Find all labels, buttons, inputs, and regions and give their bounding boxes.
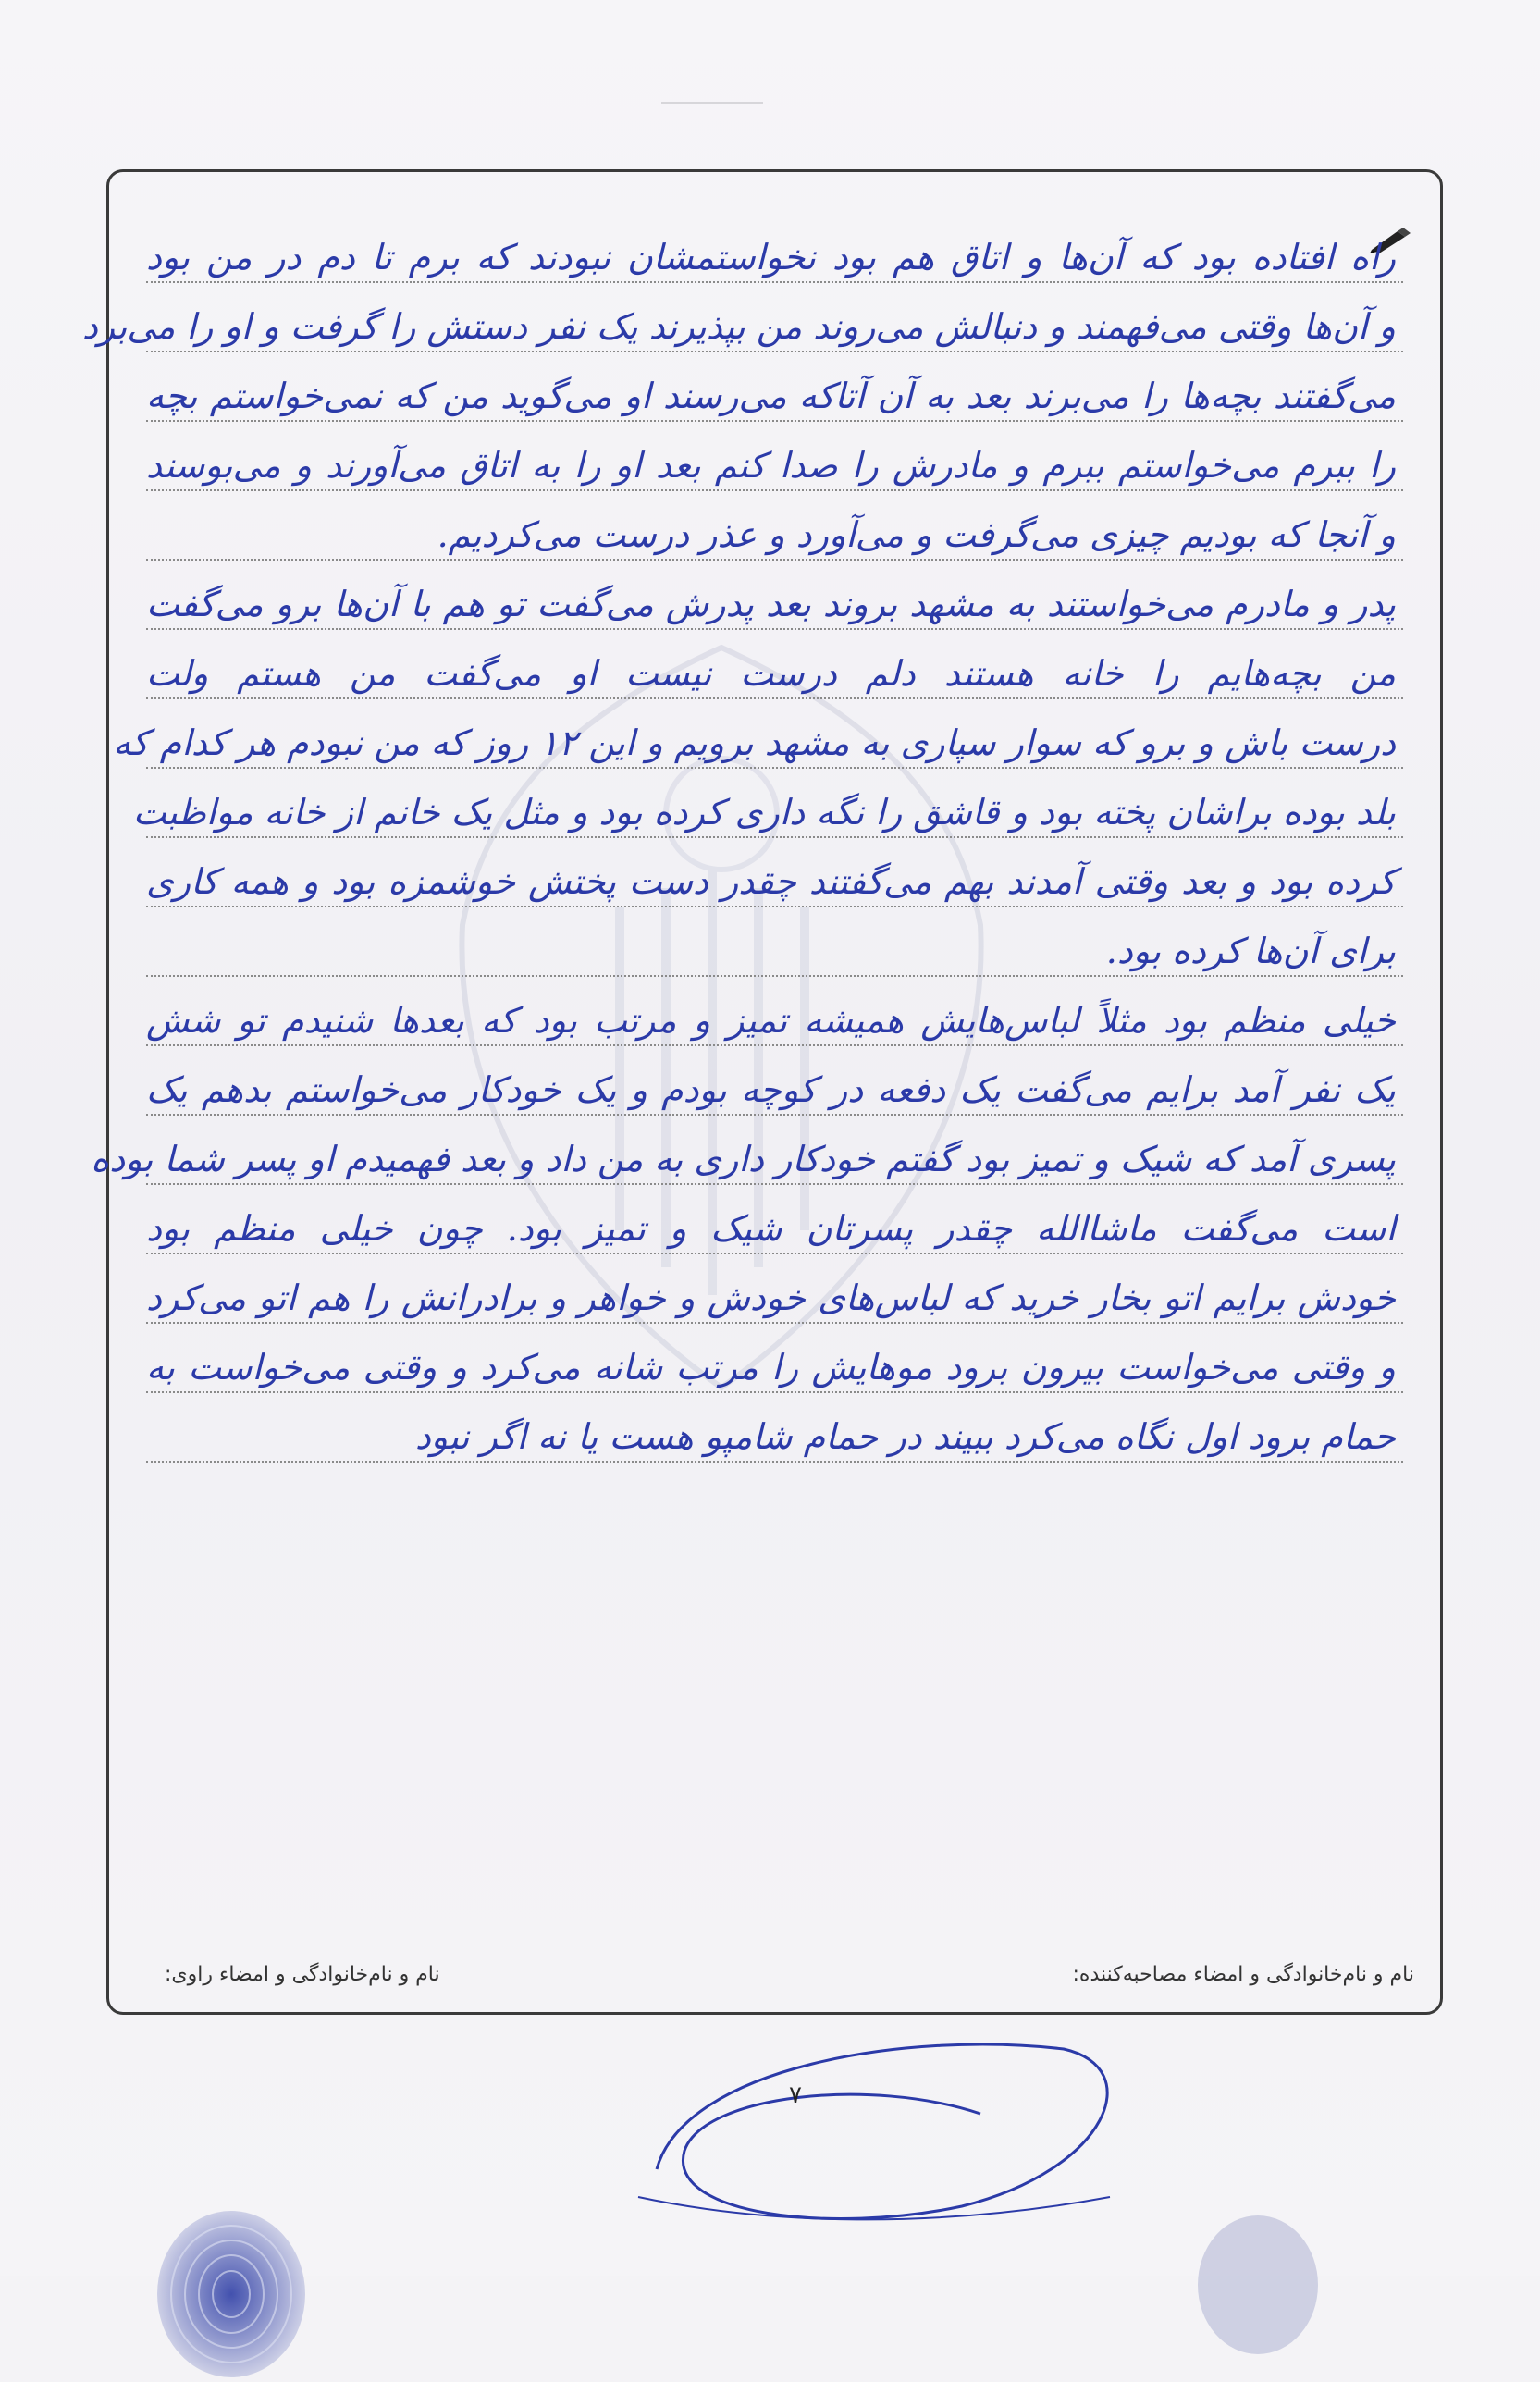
text-line (132, 769, 1403, 838)
text-line (146, 352, 1403, 422)
text-line (146, 214, 1403, 283)
text-line (146, 422, 1403, 491)
fingerprint-icon (153, 2206, 310, 2382)
text-line (146, 1185, 1403, 1254)
signature-labels (109, 1947, 1440, 1993)
handwritten-text: خودش برایم اتو بخار خرید که لباس‌های خودش و خواهر و برادرانش را هم اتو می‌کرد (146, 1277, 1396, 1318)
text-line (113, 699, 1403, 769)
handwritten-text: می‌گفتند بچه‌ها را می‌برند بعد به آن آتاکه می‌رسند او می‌گوید من که نمی‌خواستم بچه‌ (146, 376, 1396, 416)
handwritten-text: پسری آمد که شیک و تمیز بود گفتم خودکار داری به من داد و بعد فهمیدم او پسر شما بوده (91, 1139, 1396, 1179)
text-line (91, 1116, 1403, 1185)
page-number: ۷ (789, 2081, 802, 2109)
text-line (146, 1046, 1403, 1116)
text-line (146, 1254, 1403, 1324)
handwritten-text: من بچه‌هایم را خانه هستند دلم درست نیست او می‌گفت من هستم ولت (146, 653, 1396, 694)
text-line (146, 838, 1403, 907)
notebook-frame (81, 169, 1443, 2015)
text-line (146, 1393, 1403, 1463)
text-line (146, 1324, 1403, 1393)
handwritten-text: کرده بود و بعد وقتی آمدند بهم می‌گفتند چقدر دست پختش خوشمزه بود و همه کاری (146, 861, 1396, 902)
faint-fingerprint-icon (1193, 2211, 1323, 2359)
handwritten-text: بلد بوده براشان پخته بود و قاشق را نگه داری کرده بود و مثل یک خانم از خانه مواظبت (132, 792, 1396, 833)
handwritten-text: خیلی منظم بود مثلاً لباس‌هایش همیشه تمیز و مرتب بود که بعدها شنیدم تو شش (146, 1000, 1396, 1041)
handwritten-text: است می‌گفت ماشاالله چقدر پسرتان شیک و تمیز بود. چون خیلی منظم بود (146, 1208, 1396, 1249)
interviewer-signature-label: نام و نام‌خانوادگی و امضاء مصاحبه‌کننده: (1072, 1963, 1414, 1986)
handwritten-text: پدر و مادرم می‌خواستند به مشهد بروند بعد پدرش می‌گفت تو هم با آن‌ها برو می‌گفت (146, 584, 1396, 624)
text-line (146, 907, 1403, 977)
handwritten-text: یک نفر آمد برایم می‌گفت یک دفعه در کوچه بودم و یک خودکار می‌خواستم بدهم یک (146, 1069, 1396, 1110)
handwritten-text: و وقتی می‌خواست بیرون برود موهایش را مرتب شانه می‌کرد و وقتی می‌خواست به (146, 1347, 1396, 1388)
handwritten-text: برای آن‌ها کرده بود. (1105, 931, 1396, 971)
handwritten-text: و آنجا که بودیم چیزی می‌گرفت و می‌آورد و عذر درست می‌کردیم. (437, 514, 1396, 555)
text-line (81, 283, 1403, 352)
text-line (146, 561, 1403, 630)
handwritten-text: درست باش و برو که سوار سپاری به مشهد برویم و این ۱۲ روز که من نبودم هر کدام که (113, 722, 1396, 763)
text-line (146, 977, 1403, 1046)
top-mark (661, 102, 763, 104)
handwritten-text: را ببرم می‌خواستم ببرم و مادرش را صدا کنم بعد او را به اتاق می‌آورند و می‌بوسند (146, 445, 1396, 486)
handwritten-text: و آن‌ها وقتی می‌فهمند و دنبالش می‌روند من بپذیرند یک نفر دستش را گرفت و او را می‌برد (81, 306, 1396, 347)
narrator-signature-label: نام و نام‌خانوادگی و امضاء راوی: (165, 1963, 440, 1986)
handwritten-text: حمام برود اول نگاه می‌کرد ببیند در حمام شامپو هست یا نه اگر نبود (414, 1416, 1396, 1457)
signature-icon (629, 2012, 1147, 2234)
text-line (146, 491, 1403, 561)
text-line (146, 630, 1403, 699)
handwriting-lines (81, 214, 1403, 1463)
handwritten-text: راه افتاده بود که آن‌ها و اتاق هم بود نخواستمشان نبودند که برم تا دم در من بود (146, 237, 1396, 278)
